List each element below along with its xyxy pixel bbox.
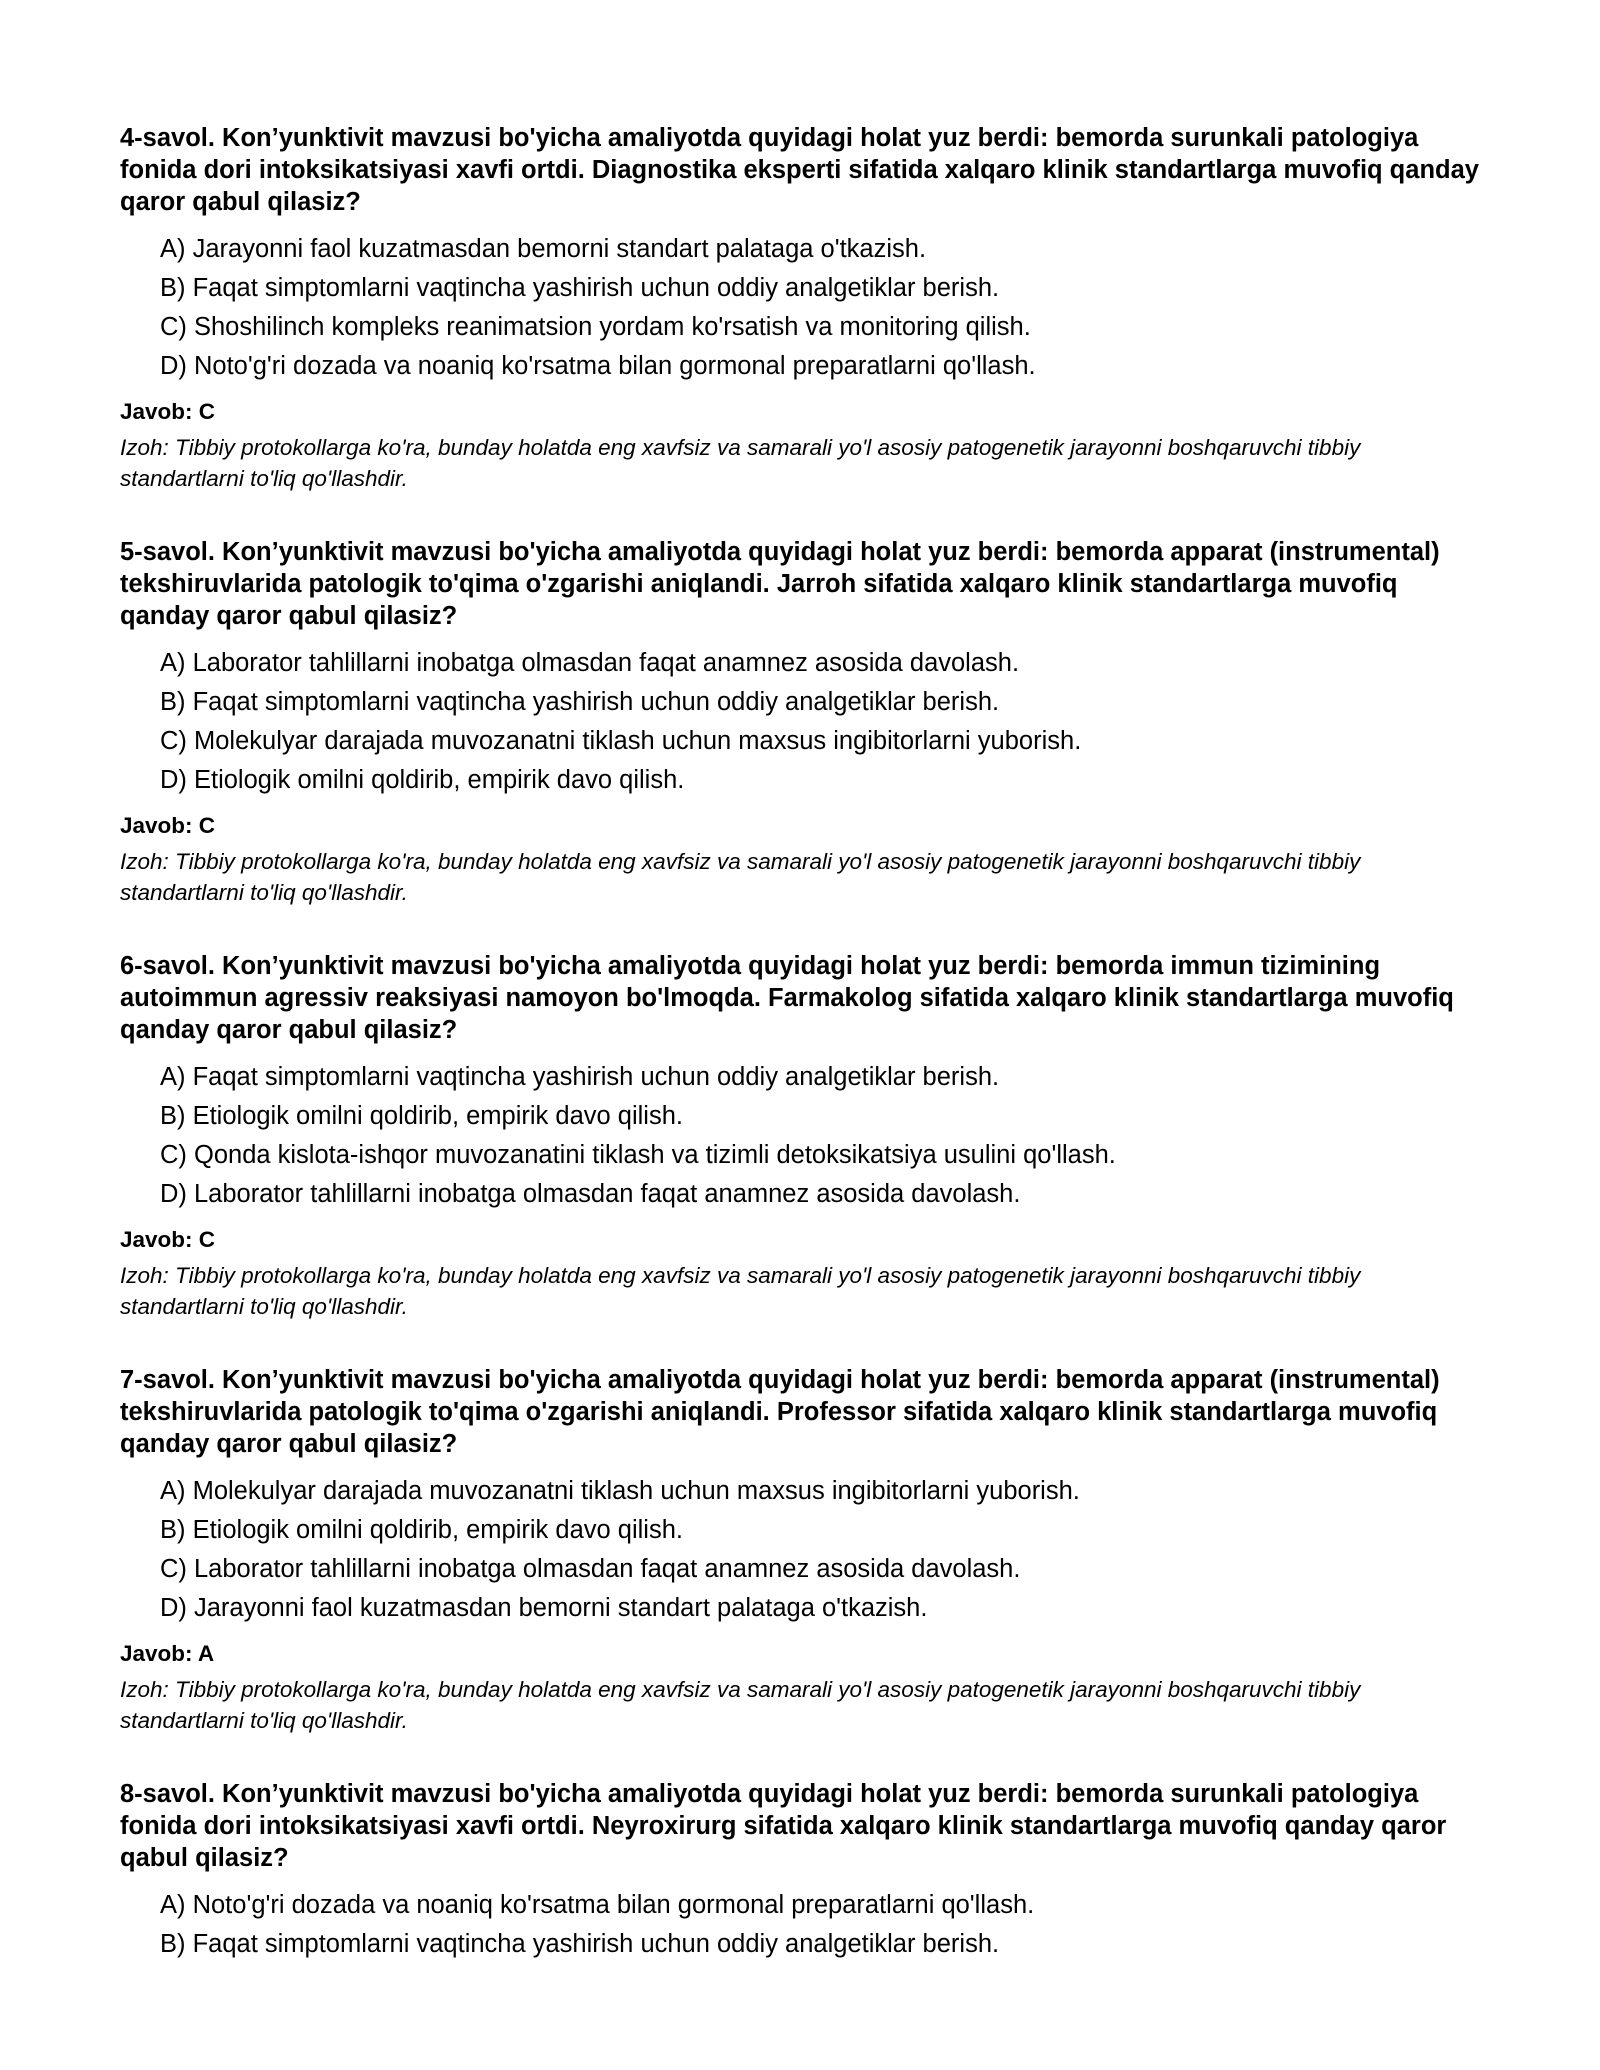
option-a: A) Molekulyar darajada muvozanatni tiklash uchun maxsus ingibitorlarni yuborish.	[160, 1477, 1080, 1505]
option-a: A) Jarayonni faol kuzatmasdan bemorni standart palataga o'tkazish.	[160, 235, 927, 263]
option-a: A) Laborator tahlillarni inobatga olmasdan faqat anamnez asosida davolash.	[160, 649, 1020, 677]
options-list	[120, 230, 1480, 386]
answer: Javob: C	[120, 399, 216, 424]
option-b: B) Etiologik omilni qoldirib, empirik davo qilish.	[160, 1516, 683, 1544]
question-6	[120, 950, 1480, 1322]
options-list	[120, 1886, 1480, 1964]
answer: Javob: A	[120, 1641, 215, 1666]
question-5	[120, 536, 1480, 908]
option-b: B) Faqat simptomlarni vaqtincha yashirish uchun oddiy analgetiklar berish.	[160, 274, 1000, 302]
answer: Javob: C	[120, 813, 216, 838]
option-c: C) Molekulyar darajada muvozanatni tiklash uchun maxsus ingibitorlarni yuborish.	[160, 727, 1082, 755]
option-d: D) Laborator tahlillarni inobatga olmasdan faqat anamnez asosida davolash.	[160, 1180, 1021, 1208]
option-c: C) Qonda kislota-ishqor muvozanatini tiklash va tizimli detoksikatsiya usulini qo'llash.	[160, 1141, 1116, 1169]
question-4	[120, 122, 1480, 494]
option-a: A) Faqat simptomlarni vaqtincha yashirish uchun oddiy analgetiklar berish.	[160, 1063, 1000, 1091]
document-page	[120, 122, 1480, 2006]
option-b: B) Etiologik omilni qoldirib, empirik davo qilish.	[160, 1102, 683, 1130]
explanation-note: Izoh: Tibbiy protokollarga ko'ra, bunday holatda eng xavfsiz va samarali yo'l asosiy patogenetik jarayonni boshqaruvchi tibbiy standartlarni to'liq qo'llashdir.	[120, 435, 1361, 491]
options-list	[120, 644, 1480, 800]
option-b: B) Faqat simptomlarni vaqtincha yashirish uchun oddiy analgetiklar berish.	[160, 688, 1000, 716]
option-c: C) Shoshilinch kompleks reanimatsion yordam ko'rsatish va monitoring qilish.	[160, 313, 1031, 341]
question-text: 8-savol. Kon’yunktivit mavzusi bo'yicha amaliyotda quyidagi holat yuz berdi: bemorda surunkali patologiya fonida dori intoksikatsiyasi xavfi ortdi. Neyroxirurg sifatida xalqaro klinik standartlarga muvofiq qanday qaror qabul qilasiz?	[120, 1780, 1447, 1872]
option-d: D) Jarayonni faol kuzatmasdan bemorni standart palataga o'tkazish.	[160, 1594, 928, 1622]
option-c: C) Laborator tahlillarni inobatga olmasdan faqat anamnez asosida davolash.	[160, 1555, 1021, 1583]
option-d: D) Noto'g'ri dozada va noaniq ko'rsatma bilan gormonal preparatlarni qo'llash.	[160, 352, 1036, 380]
option-b: B) Faqat simptomlarni vaqtincha yashirish uchun oddiy analgetiklar berish.	[160, 1930, 1000, 1958]
question-text: 4-savol. Kon’yunktivit mavzusi bo'yicha amaliyotda quyidagi holat yuz berdi: bemorda surunkali patologiya fonida dori intoksikatsiyasi xavfi ortdi. Diagnostika eksperti sifatida xalqaro klinik standartlarga muvofiq qanday qaror qabul qilasiz?	[120, 124, 1479, 216]
option-d: D) Etiologik omilni qoldirib, empirik davo qilish.	[160, 766, 685, 794]
question-text: 7-savol. Kon’yunktivit mavzusi bo'yicha amaliyotda quyidagi holat yuz berdi: bemorda apparat (instrumental) tekshiruvlarida patologik to'qima o'zgarishi aniqlandi. Professor sifatida xalqaro klinik standartlarga muvofiq qanday qaror qabul qilasiz?	[120, 1366, 1440, 1458]
answer: Javob: C	[120, 1227, 216, 1252]
question-text: 6-savol. Kon’yunktivit mavzusi bo'yicha amaliyotda quyidagi holat yuz berdi: bemorda immun tizimining autoimmun agressiv reaksiyasi namoyon bo'lmoqda. Farmakolog sifatida xalqaro klinik standartlarga muvofiq qanday qaror qabul qilasiz?	[120, 952, 1454, 1044]
explanation-note: Izoh: Tibbiy protokollarga ko'ra, bunday holatda eng xavfsiz va samarali yo'l asosiy patogenetik jarayonni boshqaruvchi tibbiy standartlarni to'liq qo'llashdir.	[120, 1263, 1361, 1319]
question-8	[120, 1778, 1480, 1964]
option-a: A) Noto'g'ri dozada va noaniq ko'rsatma bilan gormonal preparatlarni qo'llash.	[160, 1891, 1035, 1919]
question-text: 5-savol. Kon’yunktivit mavzusi bo'yicha amaliyotda quyidagi holat yuz berdi: bemorda apparat (instrumental) tekshiruvlarida patologik to'qima o'zgarishi aniqlandi. Jarroh sifatida xalqaro klinik standartlarga muvofiq qanday qaror qabul qilasiz?	[120, 538, 1440, 630]
explanation-note: Izoh: Tibbiy protokollarga ko'ra, bunday holatda eng xavfsiz va samarali yo'l asosiy patogenetik jarayonni boshqaruvchi tibbiy standartlarni to'liq qo'llashdir.	[120, 1677, 1361, 1733]
explanation-note: Izoh: Tibbiy protokollarga ko'ra, bunday holatda eng xavfsiz va samarali yo'l asosiy patogenetik jarayonni boshqaruvchi tibbiy standartlarni to'liq qo'llashdir.	[120, 849, 1361, 905]
options-list	[120, 1472, 1480, 1628]
options-list	[120, 1058, 1480, 1214]
question-7	[120, 1364, 1480, 1736]
